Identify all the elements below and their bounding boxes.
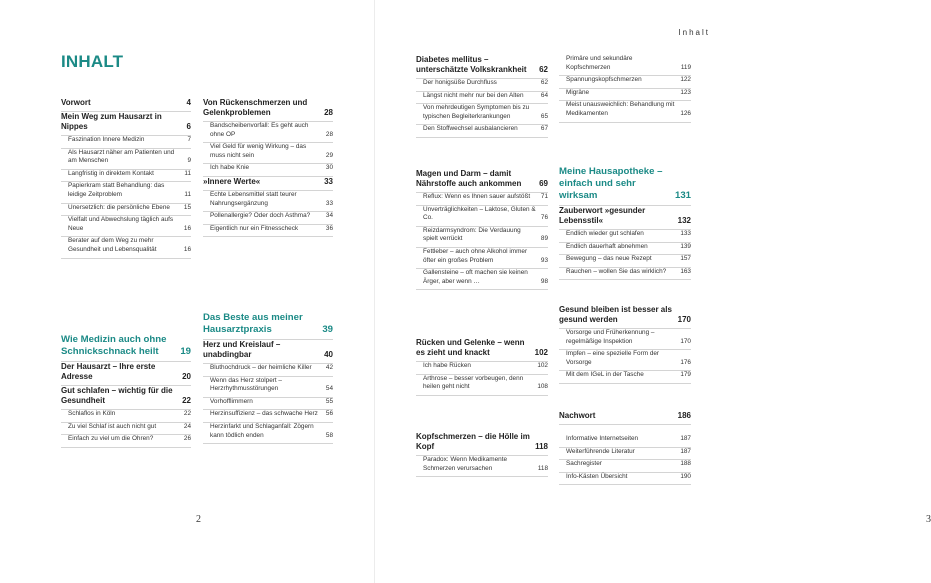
toc-entry-sub	[559, 230, 691, 243]
toc-entry-page: 102	[537, 362, 548, 369]
toc-entry-title: Rücken und Gelenke – wenn es zieht und knackt	[416, 338, 525, 357]
toc-entry-main	[559, 411, 691, 425]
toc-entry-title: Herzinsuffizienz – das schwache Herz	[210, 410, 318, 418]
toc-entry-title: Meine Hausapotheke – einfach und sehr wirksam	[559, 166, 663, 201]
toc-entry-title: Pollenallergie? Oder doch Asthma?	[210, 212, 311, 220]
toc-entry-page: 122	[680, 76, 691, 84]
toc-entry-sub	[61, 170, 191, 183]
toc-entry-sub	[61, 204, 191, 217]
toc-entry-page: 26	[183, 435, 191, 443]
toc-entry-title: Zauberwort »gesunder Lebensstil«	[559, 206, 646, 225]
toc-entry-main	[61, 362, 191, 386]
toc-entry-title: Von Rückenschmerzen und Gelenkproblemen	[203, 98, 308, 117]
left-page	[0, 0, 375, 583]
toc-entry-page: 67	[540, 125, 548, 133]
toc-entry-title: Der Hausarzt – Ihre erste Adresse	[61, 362, 156, 381]
toc-entry-title: Von mehrdeutigen Symptomen bis zu typischen Begleiterkrankungen	[423, 104, 530, 120]
toc-entry-sub	[416, 227, 548, 248]
toc-entry-sub	[559, 255, 691, 268]
toc-entry-sub	[559, 89, 691, 102]
toc-entry-sub	[203, 212, 333, 225]
toc-entry-page: 7	[187, 136, 191, 143]
toc-entry-title: Vorsorge und Früherkennung – regelmäßige Inspektion	[566, 329, 655, 345]
toc-entry-title: Unverträglichkeiten – Laktose, Gluten & Co.	[423, 205, 536, 222]
toc-entry-main	[61, 386, 191, 410]
toc-entry-title: Diabetes mellitus – unterschätzte Volkskrankheit	[416, 55, 527, 74]
toc-entry-sub	[203, 423, 333, 444]
toc-entry-title: Wenn das Herz stolpert – Herzrhythmusstörungen	[210, 376, 282, 393]
toc-entry-page: 9	[187, 157, 191, 165]
toc-entry-main	[559, 206, 691, 230]
toc-entry-sub	[559, 435, 691, 448]
toc-entry-sub	[203, 364, 333, 377]
toc-entry-title: Längst nicht mehr nur bei den Alten	[423, 91, 524, 99]
toc-entry-title: Der honigsüße Durchfluss	[423, 79, 497, 86]
toc-entry-main	[559, 305, 691, 329]
toc-entry-page: 157	[680, 255, 691, 263]
toc-entry-sub	[559, 76, 691, 89]
toc-entry-title: Meist unausweichlich: Behandlung mit Medikamenten	[566, 101, 675, 117]
toc-entry-major	[61, 334, 191, 362]
toc-entry-title: Gallensteine – oft machen sie keinen Ärger, aber wenn …	[423, 269, 528, 285]
toc-entry-page: 65	[540, 112, 548, 120]
toc-entry-title: Den Stoffwechsel ausbalancieren	[423, 125, 518, 133]
toc-entry-page: 56	[325, 410, 333, 418]
toc-entry-title: Viel Geld für wenig Wirkung – das muss nicht sein	[210, 143, 307, 159]
toc-entry-title: Paradox: Wenn Medikamente Schmerzen verursachen	[423, 456, 508, 472]
toc-entry-sub	[203, 410, 333, 423]
toc-entry-title: Vorhofflimmern	[210, 397, 253, 405]
toc-entry-page: 33	[324, 176, 333, 186]
toc-entry-title: Eigentlich nur ein Fitnesscheck	[210, 224, 299, 232]
toc-entry-main	[416, 169, 548, 193]
toc-entry-sub	[559, 329, 691, 350]
toc-entry-title: Schlaflos in Köln	[68, 410, 116, 417]
toc-group	[203, 312, 333, 444]
toc-entry-title: Weiterführende Literatur	[566, 447, 635, 455]
toc-entry-title: Berater auf dem Weg zu mehr Gesundheit und Lebensqualität	[68, 237, 157, 253]
toc-entry-sub	[203, 191, 333, 212]
toc-entry-major	[559, 166, 691, 206]
toc-entry-page: 190	[680, 472, 691, 480]
toc-entry-title: Langfristig in direktem Kontakt	[68, 169, 154, 177]
toc-entry-title: Herz und Kreislauf – unabdingbar	[203, 340, 281, 359]
toc-entry-page: 119	[680, 63, 691, 71]
toc-entry-page: 163	[680, 267, 691, 275]
toc-entry-sub	[559, 268, 691, 281]
toc-entry-page: 102	[534, 348, 548, 357]
toc-entry-page: 98	[540, 277, 548, 285]
toc-entry-page: 58	[325, 431, 333, 439]
toc-entry-main	[416, 338, 548, 362]
toc-group	[559, 435, 691, 485]
toc-entry-sub	[416, 248, 548, 269]
toc-entry-page: 118	[535, 442, 548, 451]
toc-entry-title: Info-Kästen Übersicht	[566, 472, 628, 480]
toc-entry-page: 170	[677, 315, 691, 324]
toc-group	[61, 98, 191, 259]
toc-entry-title: Wie Medizin auch ohne Schnickschnack heilt	[61, 334, 167, 357]
toc-entry-title: Mit dem IGeL in der Tasche	[566, 371, 644, 379]
toc-entry-title: Das Beste aus meiner Hausarztpraxis	[203, 312, 303, 335]
toc-entry-title: Herzinfarkt und Schlaganfall: Zögern kann tödlich enden	[210, 422, 314, 439]
toc-entry-sub	[203, 164, 333, 177]
toc-entry-title: Bandscheibenvorfall: Es geht auch ohne OP	[210, 122, 309, 138]
toc-entry-page: 16	[183, 245, 191, 253]
toc-entry-page: 36	[325, 224, 333, 232]
toc-entry-page: 4	[186, 98, 191, 107]
toc-entry-sub	[203, 377, 333, 398]
toc-entry-page: 131	[674, 190, 691, 201]
toc-entry-page: 123	[680, 88, 691, 96]
toc-entry-page: 20	[182, 372, 191, 381]
toc-entry-page: 170	[680, 337, 691, 345]
toc-entry-title: Bluthochdruck – der heimliche Killer	[210, 364, 312, 371]
toc-entry-page: 30	[325, 164, 333, 172]
toc-entry-title: Endlich wieder gut schlafen	[566, 230, 644, 237]
toc-entry-page: 108	[537, 383, 548, 391]
toc-entry-page: 139	[680, 242, 691, 250]
toc-entry-sub	[416, 104, 548, 125]
toc-entry-sub	[559, 350, 691, 371]
toc-entry-page: 132	[677, 216, 691, 225]
toc-group	[416, 338, 548, 396]
right-page	[375, 0, 931, 583]
toc-entry-main	[61, 98, 191, 112]
toc-entry-page: 22	[182, 396, 191, 405]
toc-entry-sub	[61, 237, 191, 258]
page-number-left: 2	[196, 514, 201, 525]
toc-entry-sub	[61, 136, 191, 149]
toc-entry-sub	[416, 193, 548, 206]
toc-entry-page: 62	[539, 65, 548, 74]
toc-entry-sub	[559, 371, 691, 384]
toc-entry-page: 62	[540, 79, 548, 86]
toc-entry-title: Reizdarmsyndrom: Die Verdauung spielt verrückt	[423, 226, 521, 243]
toc-entry-title: Vorwort	[61, 98, 91, 107]
toc-entry-sub	[416, 456, 548, 477]
toc-entry-title: Mein Weg zum Hausarzt in Nippes	[61, 112, 162, 131]
toc-group	[416, 432, 548, 477]
toc-entry-page: 188	[680, 460, 691, 468]
toc-entry-page: 11	[184, 169, 191, 177]
toc-entry-page: 126	[680, 109, 691, 117]
toc-entry-main	[203, 98, 333, 122]
toc-entry-major	[203, 312, 333, 340]
toc-entry-sub	[416, 269, 548, 290]
toc-group	[203, 98, 333, 237]
toc-entry-page: 28	[325, 130, 333, 138]
toc-group	[559, 166, 691, 280]
toc-group	[559, 411, 691, 425]
toc-entry-title: Magen und Darm – damit Nährstoffe auch ankommen	[416, 169, 522, 188]
toc-entry-sub	[416, 206, 548, 227]
toc-entry-title: Unersetzlich: die persönliche Ebene	[68, 203, 170, 211]
toc-entry-title: Echte Lebensmittel statt teurer Nahrungsergänzung	[210, 190, 297, 207]
toc-entry-title: Einfach zu viel um die Ohren?	[68, 435, 154, 443]
toc-entry-title: Migräne	[566, 88, 590, 96]
toc-entry-main	[203, 340, 333, 364]
toc-entry-title: Impfen – eine spezielle Form der Vorsorge	[566, 350, 660, 366]
running-head: Inhalt	[678, 28, 710, 37]
toc-entry-sub	[416, 125, 548, 138]
toc-entry-main	[416, 432, 548, 456]
toc-entry-sub	[559, 55, 691, 76]
toc-entry-page: 71	[540, 193, 548, 200]
toc-entry-page: 76	[540, 214, 548, 222]
toc-entry-title: Gut schlafen – wichtig für die Gesundheit	[61, 386, 173, 405]
toc-entry-page: 54	[325, 385, 333, 393]
toc-entry-title: Kopfschmerzen – die Hölle im Kopf	[416, 432, 530, 451]
toc-entry-page: 69	[539, 179, 548, 188]
toc-entry-title: »Innere Werte«	[203, 176, 261, 186]
toc-entry-page: 89	[540, 235, 548, 243]
toc-entry-title: Reflux: Wenn es Ihnen sauer aufstößt	[423, 193, 531, 200]
toc-entry-page: 16	[183, 224, 191, 232]
toc-entry-title: Spannungskopfschmerzen	[566, 76, 642, 84]
toc-entry-page: 187	[680, 435, 691, 442]
toc-entry-sub	[61, 149, 191, 170]
toc-entry-sub	[416, 375, 548, 396]
toc-entry-title: Endlich dauerhaft abnehmen	[566, 242, 648, 250]
toc-entry-title: Informative Internetseiten	[566, 435, 639, 442]
toc-entry-title: Papierkram statt Behandlung: das leidige Zeitproblem	[68, 182, 165, 198]
toc-entry-title: Zu viel Schlaf ist auch nicht gut	[68, 422, 157, 430]
toc-entry-page: 179	[680, 371, 691, 379]
toc-entry-page: 42	[325, 364, 333, 371]
toc-group	[61, 334, 191, 448]
toc-entry-sub	[61, 182, 191, 203]
toc-entry-page: 55	[325, 397, 333, 405]
page-title: INHALT	[61, 52, 124, 71]
toc-entry-title: Rauchen – wollen Sie das wirklich?	[566, 267, 667, 275]
toc-entry-sub	[203, 122, 333, 143]
toc-entry-main	[416, 55, 548, 79]
toc-entry-page: 187	[680, 447, 691, 455]
toc-entry-page: 6	[186, 122, 191, 131]
page-number-right: 3	[926, 514, 931, 525]
toc-entry-page: 133	[680, 230, 691, 237]
toc-entry-sub	[559, 101, 691, 122]
toc-entry-title: Vielfalt und Abwechslung täglich aufs Neue	[68, 216, 174, 232]
toc-entry-sub	[61, 410, 191, 423]
toc-entry-sub	[559, 448, 691, 461]
toc-entry-sub	[203, 143, 333, 164]
toc-group	[416, 55, 548, 138]
toc-entry-page: 11	[184, 190, 191, 198]
toc-entry-page: 186	[677, 411, 691, 420]
toc-entry-sub	[416, 79, 548, 92]
toc-entry-title: Bewegung – das neue Rezept	[566, 255, 652, 263]
toc-entry-main	[61, 112, 191, 136]
toc-entry-page: 40	[324, 350, 333, 359]
toc-entry-page: 93	[540, 256, 548, 264]
toc-group	[559, 55, 691, 123]
toc-entry-title: Gesund bleiben ist besser als gesund werden	[559, 305, 672, 324]
toc-entry-page: 39	[322, 324, 333, 335]
toc-entry-page: 33	[325, 199, 333, 207]
toc-entry-page: 22	[183, 410, 191, 417]
toc-entry-page: 34	[325, 212, 333, 220]
toc-entry-sub	[559, 473, 691, 486]
toc-entry-sub	[61, 423, 191, 436]
toc-entry-title: Primäre und sekundäre Kopfschmerzen	[566, 55, 633, 71]
toc-entry-sub	[203, 225, 333, 238]
toc-entry-sub	[559, 460, 691, 473]
toc-entry-sub	[203, 398, 333, 411]
toc-entry-page: 15	[183, 203, 191, 211]
toc-entry-page: 19	[180, 346, 191, 357]
toc-entry-title: Ich habe Rücken	[423, 362, 471, 369]
toc-entry-page: 118	[537, 464, 548, 472]
toc-group	[416, 169, 548, 290]
toc-entry-page: 24	[183, 422, 191, 430]
toc-entry-main	[203, 177, 333, 191]
toc-entry-sub	[416, 92, 548, 105]
toc-entry-sub	[61, 216, 191, 237]
toc-entry-page: 64	[540, 91, 548, 99]
toc-entry-title: Faszination Innere Medizin	[68, 136, 145, 143]
toc-entry-page: 29	[325, 151, 333, 159]
toc-entry-page: 176	[680, 358, 691, 366]
toc-entry-sub	[61, 435, 191, 448]
toc-entry-title: Ich habe Knie	[210, 164, 250, 172]
toc-entry-title: Arthrose – besser vorbeugen, denn heilen geht nicht	[423, 374, 524, 391]
toc-entry-title: Als Hausarzt näher am Patienten und am Menschen	[68, 148, 175, 165]
toc-entry-title: Fettleber – auch ohne Alkohol immer öfter ein großes Problem	[423, 247, 528, 264]
toc-group	[559, 305, 691, 384]
toc-entry-sub	[416, 362, 548, 375]
toc-entry-sub	[559, 243, 691, 256]
toc-entry-title: Sachregister	[566, 460, 602, 468]
toc-entry-title: Nachwort	[559, 411, 596, 420]
toc-entry-page: 28	[324, 108, 333, 117]
